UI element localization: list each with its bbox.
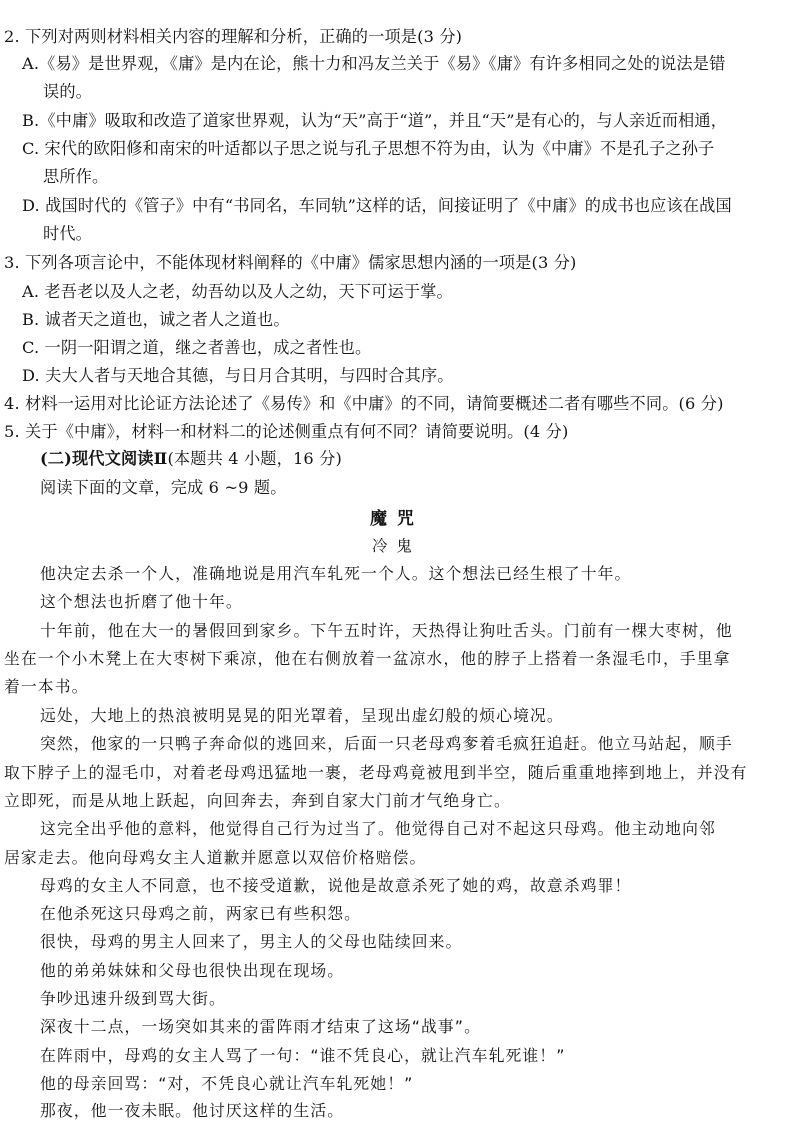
q2-option-a-continued: 误的。 bbox=[43, 82, 93, 101]
story-line: 深夜十二点，一场突如其来的雷阵雨才结束了这场“战事”。 bbox=[40, 1017, 481, 1036]
story-line: 他决定去杀一个人，准确地说是用汽车轧死一个人。这个想法已经生根了十年。 bbox=[40, 564, 632, 583]
story-line: 这个想法也折磨了他十年。 bbox=[40, 592, 243, 611]
q2-option-b: B.《中庸》吸取和改造了道家世界观，认为“天”高于“道”，并且“天”是有心的，与人亲近而相通， bbox=[22, 111, 728, 130]
story-line: 远处，大地上的热浪被明晃晃的阳光罩着，呈现出虚幻般的烦心境况。 bbox=[40, 706, 564, 725]
section-instruction: 阅读下面的文章，完成 6 ~9 题。 bbox=[40, 478, 287, 497]
section-heading-label: (二)现代文阅读Ⅱ bbox=[40, 449, 168, 468]
section-heading-detail: (本题共 4 小题，16 分) bbox=[167, 449, 342, 468]
story-line: 很快，母鸡的男主人回来了，男主人的父母也陆续回来。 bbox=[40, 932, 463, 951]
story-line: 取下脖子上的湿毛巾，对着老母鸡迅猛地一裹，老母鸡竟被甩到半空，随后重重地摔到地上，并没有 bbox=[4, 763, 748, 782]
story-line: 坐在一个小木凳上在大枣树下乘凉，他在右侧放着一盆凉水，他的脖子上搭着一条湿毛巾，手里拿 bbox=[4, 649, 731, 668]
story-line: 他的弟弟妹妹和父母也很快出现在现场。 bbox=[40, 961, 345, 980]
q3-stem: 3. 下列各项言论中，不能体现材料阐释的《中庸》儒家思想内涵的一项是(3 分) bbox=[4, 253, 577, 272]
q2-option-c: C. 宋代的欧阳修和南宋的叶适都以子思之说与孔子思想不符为由，认为《中庸》不是孔子之孙子 bbox=[22, 139, 715, 158]
story-line: 着一本书。 bbox=[4, 677, 89, 696]
q2-option-d-continued: 时代。 bbox=[43, 224, 93, 243]
q2-option-a: A.《易》是世界观，《庸》是内在论，熊十力和冯友兰关于《易》《庸》有许多相同之处的说法是错 bbox=[22, 54, 726, 73]
story-line: 争吵迅速升级到骂大街。 bbox=[40, 989, 226, 1008]
q5-stem: 5. 关于《中庸》，材料一和材料二的论述侧重点有何不同？请简要说明。(4 分) bbox=[4, 422, 569, 441]
story-line: 突然，他家的一只鸭子奔命似的逃回来，后面一只老母鸡奓着毛疯狂追赶。他立马站起，顺手 bbox=[40, 734, 733, 753]
q2-stem: 2. 下列对两则材料相关内容的理解和分析，正确的一项是(3 分) bbox=[4, 27, 463, 46]
q3-option-c: C. 一阴一阳谓之道，继之者善也，成之者性也。 bbox=[22, 338, 372, 357]
story-line: 立即死，而是从地上跃起，向回奔去，奔到自家大门前才气绝身亡。 bbox=[4, 791, 511, 810]
q4-stem: 4. 材料一运用对比论证方法论述了《易传》和《中庸》的不同，请简要概述二者有哪些不同。(6 分) bbox=[4, 394, 724, 413]
story-line: 十年前，他在大一的暑假回到家乡。下午五时许，天热得让狗吐舌头。门前有一棵大枣树，他 bbox=[40, 621, 733, 640]
story-line: 那夜，他一夜未眠。他讨厌这样的生活。 bbox=[40, 1101, 345, 1120]
q3-option-a: A. 老吾老以及人之老，幼吾幼以及人之幼，天下可运于掌。 bbox=[22, 282, 453, 301]
q3-option-b: B. 诚者天之道也，诚之者人之道也。 bbox=[22, 310, 290, 329]
story-line: 这完全出乎他的意料，他觉得自己行为过当了。他觉得自己对不起这只母鸡。他主动地向邻 bbox=[40, 819, 716, 838]
story-title: 魔 咒 bbox=[370, 509, 416, 529]
q2-option-c-continued: 思所作。 bbox=[43, 167, 109, 186]
story-line: 在他杀死这只母鸡之前，两家已有些积怨。 bbox=[40, 904, 362, 923]
story-line: 居家走去。他向母鸡女主人道歉并愿意以双倍价格赔偿。 bbox=[4, 848, 427, 867]
story-line: 在阵雨中，母鸡的女主人骂了一句：“谁不凭良心，就让汽车轧死谁！” bbox=[40, 1046, 566, 1065]
q3-option-d: D. 夫大人者与天地合其德，与日月合其明，与四时合其序。 bbox=[22, 366, 454, 385]
story-author: 冷 鬼 bbox=[372, 537, 414, 555]
q2-option-d: D. 战国时代的《管子》中有“书同名，车同轨”这样的话，间接证明了《中庸》的成书也应该在战国 bbox=[22, 196, 732, 215]
section-heading bbox=[40, 448, 342, 470]
story-line: 他的母亲回骂：“对，不凭良心就让汽车轧死她！” bbox=[40, 1074, 414, 1093]
story-line: 母鸡的女主人不同意，也不接受道歉，说他是故意杀死了她的鸡，故意杀鸡罪！ bbox=[40, 876, 632, 895]
